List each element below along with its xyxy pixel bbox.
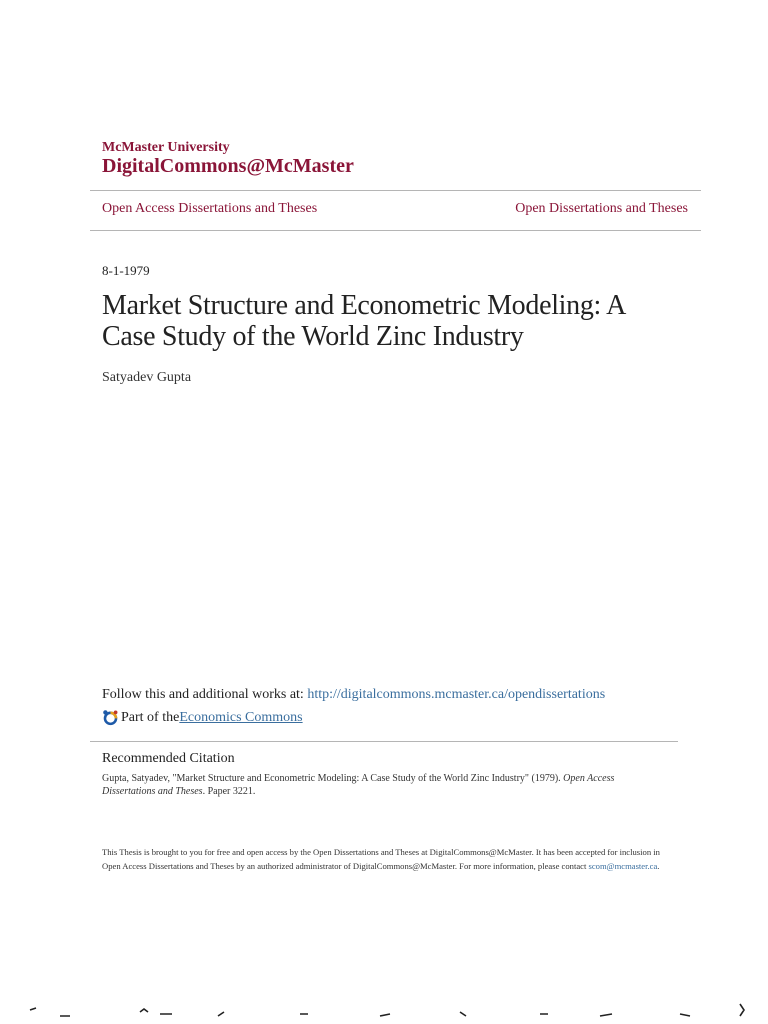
top-divider <box>90 190 701 191</box>
access-notice <box>102 845 672 873</box>
follow-url-link[interactable]: http://digitalcommons.mcmaster.ca/opendissertations <box>307 687 606 702</box>
economics-commons-link[interactable]: Economics Commons <box>179 709 303 725</box>
author-name[interactable]: Satyadev Gupta <box>102 370 192 385</box>
collection-divider <box>90 230 701 231</box>
part-of-line <box>102 709 303 726</box>
citation-text <box>102 772 662 798</box>
citation-series: Open Access Dissertations and Theses <box>102 773 615 797</box>
collection-link-open-dissertations[interactable]: Open Dissertations and Theses <box>515 201 688 216</box>
citation-end: . Paper 3221. <box>202 786 256 797</box>
repository-name[interactable]: DigitalCommons@McMaster <box>102 155 354 177</box>
scan-artifact <box>0 996 768 1024</box>
publication-date: 8-1-1979 <box>102 263 150 278</box>
access-notice-end: . <box>657 861 660 871</box>
paper-title: Market Structure and Econometric Modeling: A Case Study of the World Zinc Industry <box>102 290 625 352</box>
citation-main: Gupta, Satyadev, "Market Structure and Econometric Modeling: A Case Study of the World Zinc Industry" (1979). <box>102 773 564 784</box>
citation-divider <box>90 741 678 742</box>
part-of-label: Part of the <box>121 709 180 725</box>
follow-label: Follow this and additional works at: <box>102 687 308 702</box>
commons-network-icon <box>102 709 119 726</box>
access-notice-text: This Thesis is brought to you for free and open access by the Open Dissertations and Theses at DigitalCommons@McMaster. It has been accepted for inclusion in Open Access Dissertations and Theses by an authorized administrator of DigitalCommons@McMaster. For more information, please contact <box>102 847 660 871</box>
follow-line <box>102 687 605 703</box>
collection-link-open-access[interactable]: Open Access Dissertations and Theses <box>102 201 318 216</box>
university-name: McMaster University <box>102 140 230 155</box>
recommended-citation-heading: Recommended Citation <box>102 751 235 766</box>
contact-email-link[interactable]: scom@mcmaster.ca <box>588 861 658 871</box>
